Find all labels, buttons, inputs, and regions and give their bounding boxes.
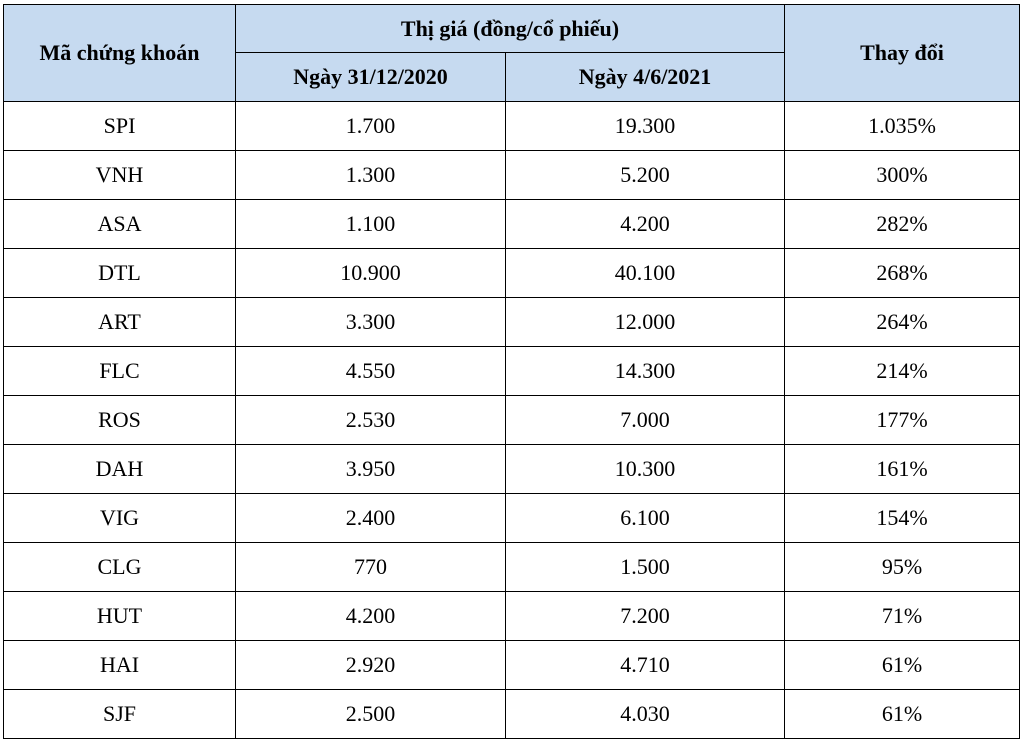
cell-change: 95% bbox=[785, 543, 1020, 592]
table-row bbox=[4, 249, 1020, 298]
stock-price-table bbox=[3, 4, 1020, 739]
cell-price-date-1: 2.400 bbox=[236, 494, 506, 543]
cell-code: ART bbox=[4, 298, 236, 347]
header-date-1: Ngày 31/12/2020 bbox=[236, 53, 506, 102]
cell-price-date-1: 1.700 bbox=[236, 102, 506, 151]
table-row bbox=[4, 347, 1020, 396]
cell-price-date-2: 1.500 bbox=[506, 543, 785, 592]
table-row bbox=[4, 641, 1020, 690]
header-code: Mã chứng khoán bbox=[4, 5, 236, 102]
cell-code: DAH bbox=[4, 445, 236, 494]
cell-code: HUT bbox=[4, 592, 236, 641]
cell-price-date-1: 10.900 bbox=[236, 249, 506, 298]
cell-code: HAI bbox=[4, 641, 236, 690]
cell-change: 300% bbox=[785, 151, 1020, 200]
cell-code: DTL bbox=[4, 249, 236, 298]
cell-price-date-1: 770 bbox=[236, 543, 506, 592]
cell-price-date-1: 3.300 bbox=[236, 298, 506, 347]
cell-price-date-2: 10.300 bbox=[506, 445, 785, 494]
table-row bbox=[4, 543, 1020, 592]
table-row bbox=[4, 690, 1020, 739]
header-change: Thay đổi bbox=[785, 5, 1020, 102]
cell-change: 71% bbox=[785, 592, 1020, 641]
cell-price-date-2: 4.030 bbox=[506, 690, 785, 739]
header-row-top bbox=[4, 5, 1020, 53]
cell-change: 264% bbox=[785, 298, 1020, 347]
cell-change: 61% bbox=[785, 641, 1020, 690]
cell-price-date-2: 7.000 bbox=[506, 396, 785, 445]
cell-change: 61% bbox=[785, 690, 1020, 739]
table-row bbox=[4, 298, 1020, 347]
cell-price-date-2: 12.000 bbox=[506, 298, 785, 347]
cell-price-date-2: 6.100 bbox=[506, 494, 785, 543]
cell-code: ASA bbox=[4, 200, 236, 249]
cell-price-date-1: 1.100 bbox=[236, 200, 506, 249]
table-row bbox=[4, 200, 1020, 249]
cell-price-date-2: 4.710 bbox=[506, 641, 785, 690]
cell-price-date-2: 5.200 bbox=[506, 151, 785, 200]
cell-code: VIG bbox=[4, 494, 236, 543]
table-row bbox=[4, 151, 1020, 200]
cell-change: 282% bbox=[785, 200, 1020, 249]
cell-change: 177% bbox=[785, 396, 1020, 445]
table-row bbox=[4, 592, 1020, 641]
cell-code: VNH bbox=[4, 151, 236, 200]
table-row bbox=[4, 445, 1020, 494]
cell-change: 268% bbox=[785, 249, 1020, 298]
cell-change: 161% bbox=[785, 445, 1020, 494]
cell-code: SJF bbox=[4, 690, 236, 739]
table-row bbox=[4, 494, 1020, 543]
table-row bbox=[4, 102, 1020, 151]
table-body bbox=[4, 102, 1020, 739]
cell-price-date-2: 7.200 bbox=[506, 592, 785, 641]
cell-price-date-1: 2.500 bbox=[236, 690, 506, 739]
cell-price-date-2: 14.300 bbox=[506, 347, 785, 396]
header-date-2: Ngày 4/6/2021 bbox=[506, 53, 785, 102]
cell-price-date-1: 2.530 bbox=[236, 396, 506, 445]
cell-code: CLG bbox=[4, 543, 236, 592]
cell-price-date-1: 4.200 bbox=[236, 592, 506, 641]
cell-price-date-1: 2.920 bbox=[236, 641, 506, 690]
cell-price-date-1: 1.300 bbox=[236, 151, 506, 200]
cell-price-date-1: 4.550 bbox=[236, 347, 506, 396]
cell-code: SPI bbox=[4, 102, 236, 151]
cell-code: FLC bbox=[4, 347, 236, 396]
cell-change: 214% bbox=[785, 347, 1020, 396]
cell-change: 1.035% bbox=[785, 102, 1020, 151]
table-header bbox=[4, 5, 1020, 102]
cell-code: ROS bbox=[4, 396, 236, 445]
cell-price-date-2: 4.200 bbox=[506, 200, 785, 249]
cell-price-date-2: 19.300 bbox=[506, 102, 785, 151]
cell-price-date-2: 40.100 bbox=[506, 249, 785, 298]
table-row bbox=[4, 396, 1020, 445]
cell-price-date-1: 3.950 bbox=[236, 445, 506, 494]
header-price-group: Thị giá (đồng/cổ phiếu) bbox=[236, 5, 785, 53]
cell-change: 154% bbox=[785, 494, 1020, 543]
